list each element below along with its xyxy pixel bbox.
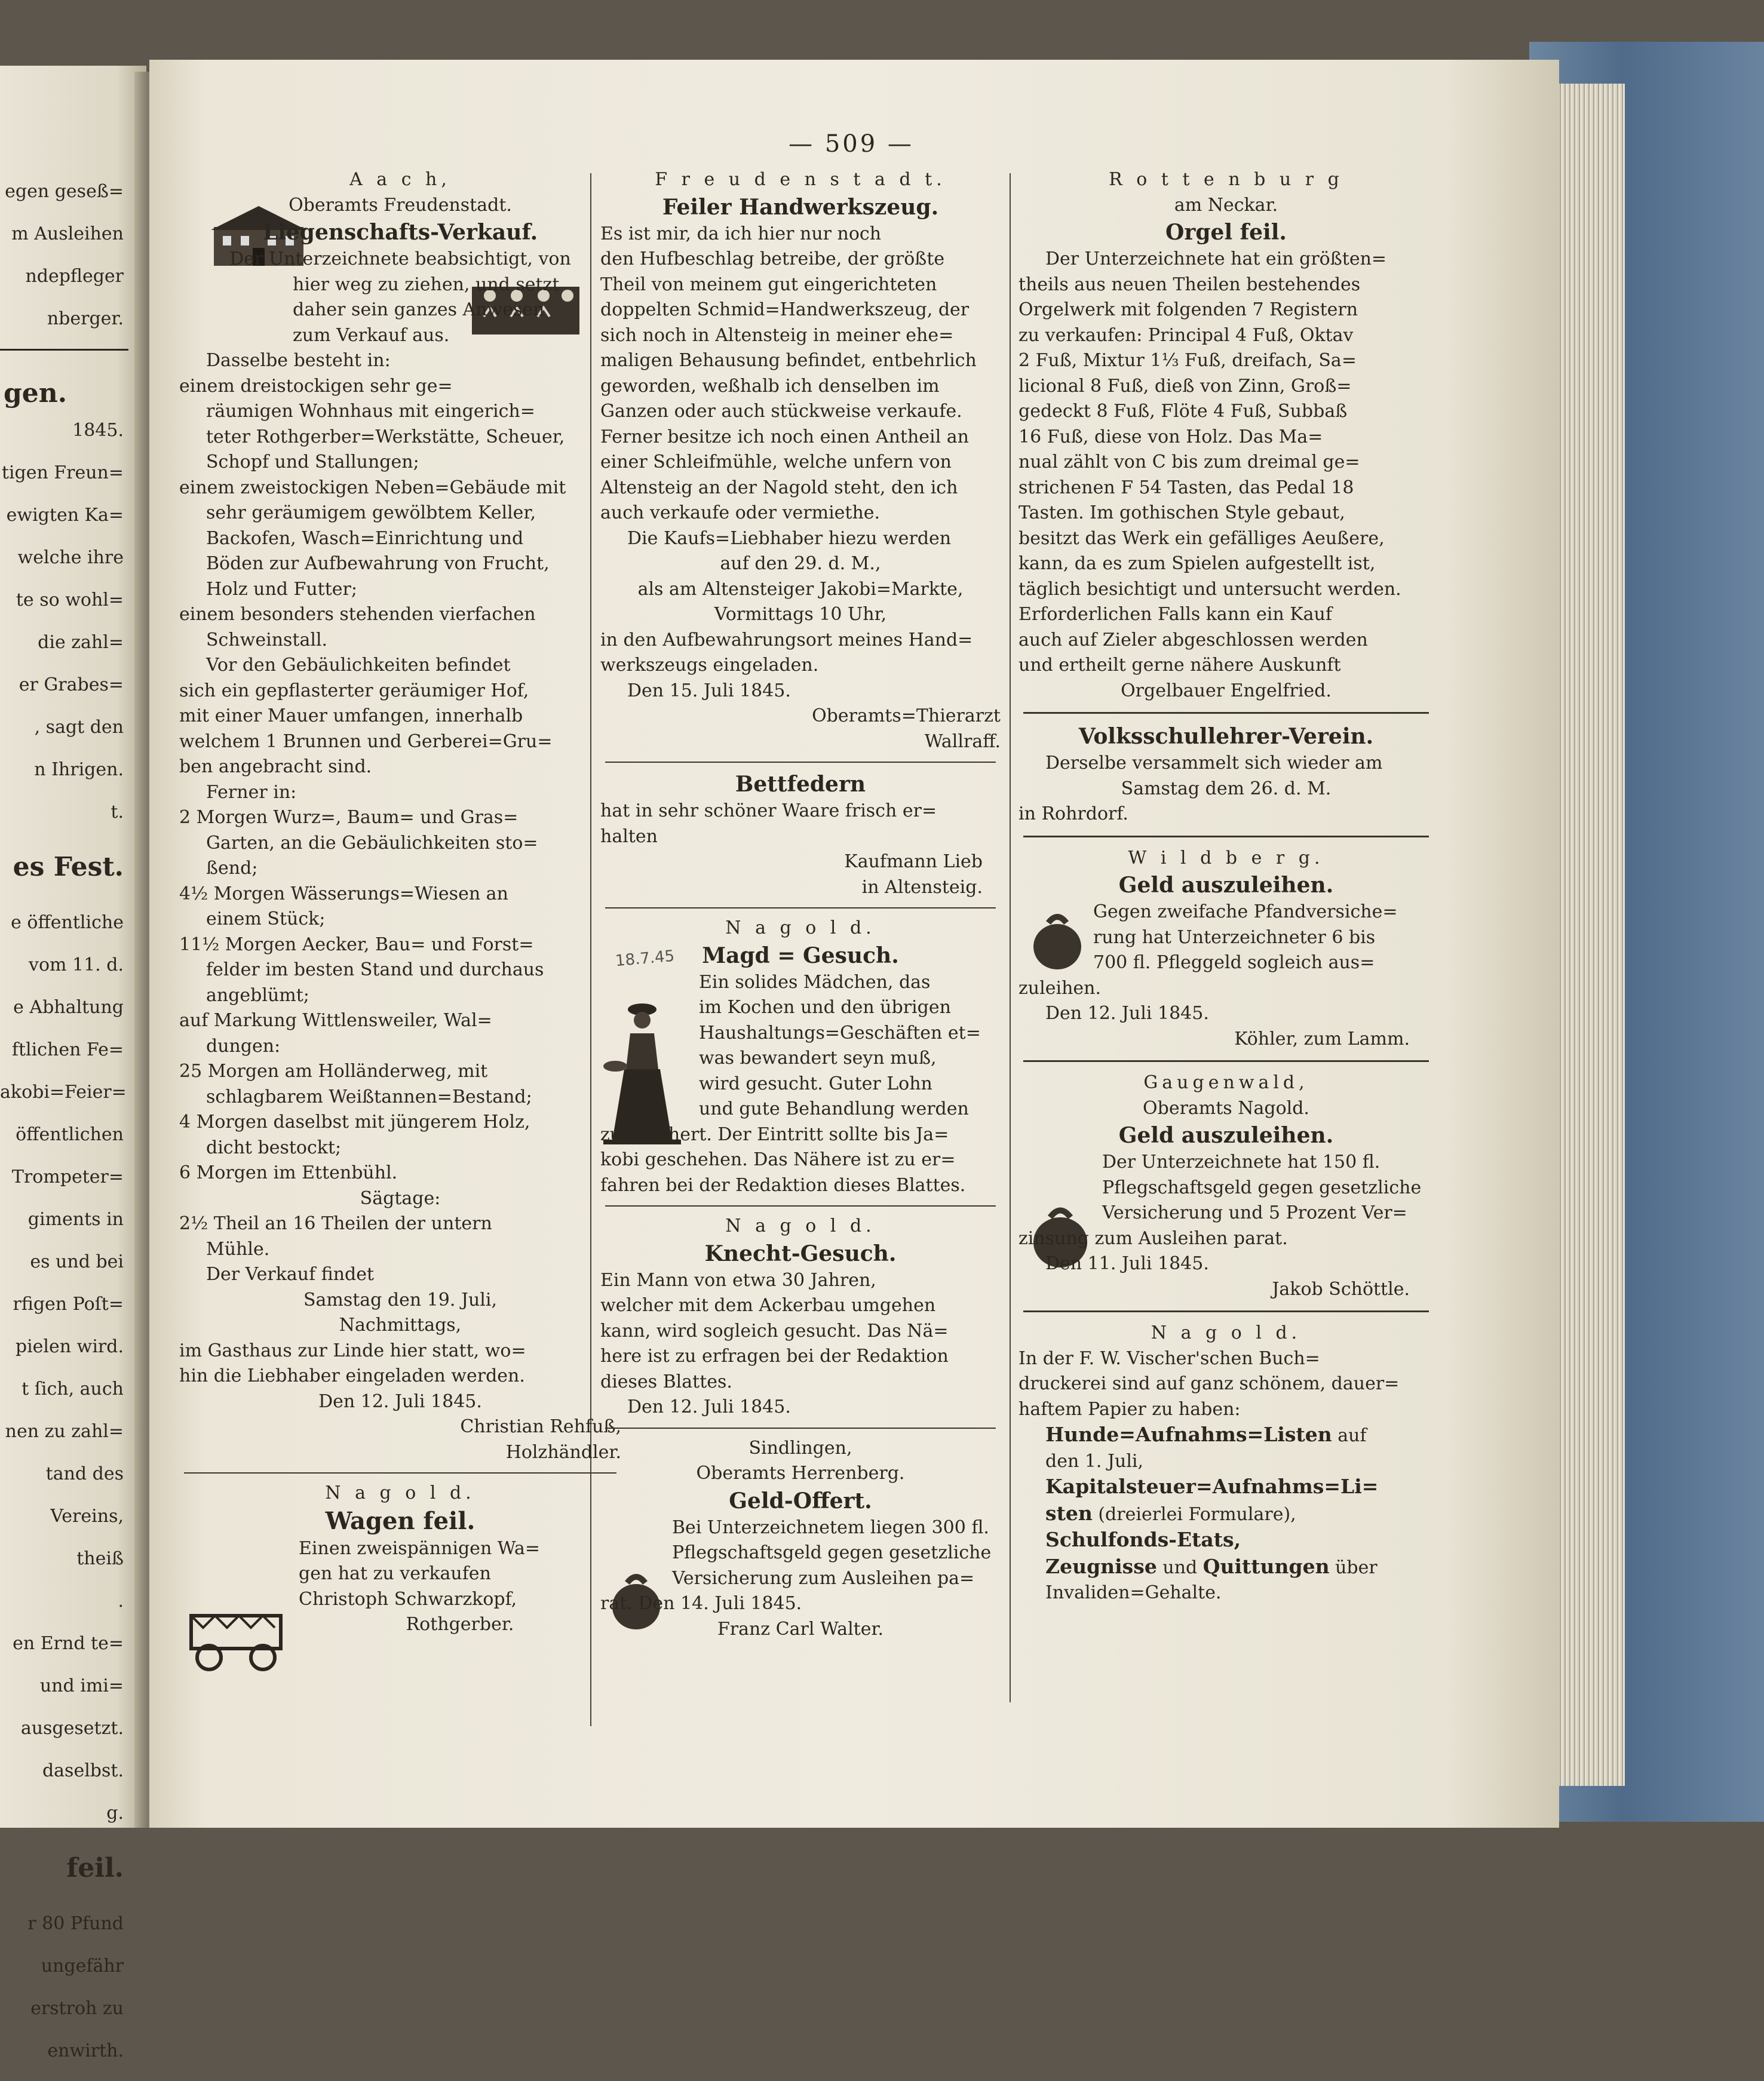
ad-body	[1018, 1150, 1434, 1226]
left-fragment-list	[0, 400, 140, 2081]
ad-text-line: In der F. W. Vischer'schen Buch=	[1018, 1348, 1320, 1369]
ad-text-line: und gute Behandlung werden	[699, 1098, 969, 1119]
ad-place: N a g o l d.	[1151, 1322, 1302, 1343]
frag-line: t.	[111, 802, 124, 822]
left-fragment-top	[0, 161, 140, 437]
frag-line: giments in	[27, 1209, 124, 1230]
frag-line: rfigen Poſt=	[13, 1294, 124, 1315]
frag-line: e öffentliche	[11, 912, 124, 933]
ad-title: Magd = Gesuch.	[702, 943, 899, 968]
ad-text-line: zu verkaufen: Principal 4 Fuß, Oktav	[1018, 324, 1354, 346]
ad-text-line: Den 12. Juli 1845.	[1045, 1003, 1209, 1024]
ad-list-rest: und	[1156, 1557, 1203, 1578]
ad-text-line: Ein solides Mädchen, das	[699, 971, 931, 993]
ad-text-line: Altensteig an der Nagold steht, den ich	[600, 477, 958, 498]
ad-text-line: als am Altensteiger Jakobi=Markte,	[637, 578, 964, 600]
frag-line: n Ihrigen.	[34, 759, 124, 780]
ad-text-line: wird gesucht. Guter Lohn	[699, 1073, 932, 1094]
ad-text-line: ßend;	[206, 858, 258, 879]
ad-text-line: maligen Behausung befindet, entbehrlich	[600, 350, 977, 371]
ad-title: Bettfedern	[735, 772, 866, 797]
ad-text-line: ben angebracht sind.	[179, 756, 372, 777]
ad-title: Geld auszuleihen.	[1118, 1123, 1334, 1148]
ad-place: A a c h,	[349, 169, 451, 190]
frag-line: tigen Freun=	[1, 462, 124, 483]
ad-text-line: zugesichert. Der Eintritt sollte bis Ja=	[600, 1124, 949, 1145]
ad-text-line: Schopf und Stallungen;	[206, 452, 419, 472]
ad-list-item	[1018, 1449, 1434, 1475]
frag-title: gen.	[4, 378, 68, 409]
column-2	[600, 167, 1001, 1642]
ad-text-line: 4½ Morgen Wässerungs=Wiesen an	[179, 883, 508, 904]
ad-text-line: gen hat zu verkaufen	[299, 1563, 491, 1584]
ad-list-bold: Quittungen	[1202, 1554, 1330, 1578]
frag-line: .	[118, 1591, 124, 1612]
ad-text-line: gedeckt 8 Fuß, Flöte 4 Fuß, Subbaß	[1018, 401, 1348, 422]
frag-line: enwirth.	[47, 2040, 124, 2061]
ad-text-line: einem zweistockigen Neben=Gebäude mit	[179, 477, 566, 498]
ad-text-line: Böden zur Aufbewahrung von Frucht,	[206, 553, 550, 574]
ad-title: Orgel feil.	[1165, 220, 1287, 245]
ad-place: Gaugenwald,	[1143, 1072, 1309, 1093]
ad-place: W i l d b e r g.	[1128, 847, 1324, 868]
frag-line: tand des	[45, 1463, 124, 1484]
ad-place: Sindlingen,	[748, 1437, 852, 1459]
column-rule	[1010, 173, 1011, 1702]
frag-line: daselbst.	[42, 1760, 124, 1781]
ad-divider	[1023, 1310, 1429, 1312]
ad-list-item	[1018, 1422, 1434, 1449]
ad-text-line: kann, da es zum Spielen aufgestellt ist,	[1018, 553, 1376, 574]
ad-text-line: 11½ Morgen Aecker, Bau= und Forst=	[179, 934, 534, 955]
ad-text-line: was bewandert seyn muß,	[699, 1048, 937, 1069]
ad-text-line: Oberamts=Thierarzt	[812, 705, 1001, 726]
ad-text-line: 700 fl. Pfleggeld sogleich aus=	[1093, 952, 1375, 973]
ad-signature: Kaufmann Lieb	[844, 851, 983, 872]
ad-body	[600, 1515, 1001, 1592]
ad-text-line: Gegen zweifache Pfandversiche=	[1093, 901, 1398, 922]
ad-title: Volksschullehrer-Verein.	[1078, 724, 1374, 749]
frag-line: , sagt den	[34, 717, 124, 738]
ad-text-line: Versicherung und 5 Prozent Ver=	[1102, 1202, 1407, 1223]
ad-text-line: 4 Morgen daselbst mit jüngerem Holz,	[179, 1112, 530, 1132]
ad-text-line: sich noch in Altensteig in meiner ehe=	[600, 324, 954, 346]
ad-text-line: auch verkaufe oder vermiethe.	[600, 502, 881, 523]
frag-line: es Fest.	[13, 852, 124, 882]
ad-text-line: einem dreistockigen sehr ge=	[179, 375, 453, 397]
handwritten-note: 18.7.45	[614, 947, 676, 971]
ad-body	[600, 222, 1001, 755]
ad-divider	[1023, 836, 1429, 837]
frag-line: er Grabes=	[19, 674, 124, 695]
ad-text-line: Es ist mir, da ich hier nur noch	[600, 223, 882, 244]
frag-line: nberger.	[47, 308, 124, 329]
frag-line: en Ernd te=	[13, 1633, 124, 1654]
ad-place: N a g o l d.	[725, 1216, 876, 1236]
ad-text-line: hat in sehr schöner Waare frisch er=	[600, 800, 937, 821]
ad-text-line: einer Schleifmühle, welche unfern von	[600, 452, 952, 472]
ad-list-bold: sten	[1045, 1501, 1093, 1525]
ad-text-line: dicht bestockt;	[206, 1137, 342, 1158]
ad-text-line: halten	[600, 825, 658, 847]
ad-body	[600, 970, 1001, 1122]
ad-text-line: Holzhändler.	[505, 1441, 621, 1463]
ad-text-line: auch auf Zieler abgeschlossen werden	[1018, 629, 1368, 650]
ad-text-line: 25 Morgen am Holländerweg, mit	[179, 1061, 488, 1082]
ad-signature: Rothgerber.	[406, 1614, 514, 1635]
ad-text-line: Der Unterzeichnete beabsichtigt, von	[229, 248, 571, 269]
ad-text-line: schlagbarem Weißtannen=Bestand;	[206, 1086, 532, 1107]
ad-text-line: fahren bei der Redaktion dieses Blattes.	[600, 1174, 966, 1196]
ad-body	[1018, 247, 1434, 704]
ad-text-line: werkszeugs eingeladen.	[600, 655, 819, 676]
frag-line: t ſich, auch	[22, 1379, 124, 1399]
ad-body	[600, 1268, 1001, 1420]
ad-text-line: Schweinstall.	[206, 629, 328, 650]
ad-text-line: in Rohrdorf.	[1018, 803, 1128, 824]
frag-line: nen zu zahl=	[5, 1421, 124, 1442]
ad-text-line: 16 Fuß, diese von Holz. Das Ma=	[1018, 426, 1323, 447]
ad-text-line: hier weg zu ziehen, und setzt	[293, 274, 560, 295]
ad-title: Geld auszuleihen.	[1118, 873, 1334, 898]
ad-district: Oberamts Herrenberg.	[696, 1463, 905, 1484]
ad-list-item	[1018, 1501, 1434, 1528]
ad-text-line: Die Kaufs=Liebhaber hiezu werden	[627, 527, 952, 549]
ad-district: Oberamts Freudenstadt.	[289, 194, 512, 216]
ad-text-line: Nachmittags,	[339, 1315, 462, 1336]
ad-text-line: Tasten. Im gothischen Style gebaut,	[1018, 502, 1345, 523]
ad-text-line: Den 12. Juli 1845.	[318, 1391, 482, 1412]
ad-text-line: Backofen, Wasch=Einrichtung und	[206, 527, 524, 549]
ad-text-line: Orgelwerk mit folgenden 7 Registern	[1018, 299, 1358, 320]
ad-text-line: Der Unterzeichnete hat 150 fl.	[1102, 1152, 1380, 1173]
frag-line: vom 11. d.	[29, 954, 124, 975]
column-3	[1018, 167, 1434, 1606]
ad-signature: Jakob Schöttle.	[1272, 1278, 1410, 1300]
ad-divider	[1023, 1060, 1429, 1062]
ad-title: Liegenschafts-Verkauf.	[262, 220, 538, 245]
frag-line: 1845.	[72, 420, 124, 441]
ad-list-item	[1018, 1474, 1434, 1501]
frag-line: pielen wird.	[15, 1336, 124, 1357]
ad-text-line: dieses Blattes.	[600, 1371, 732, 1392]
ad-divider	[605, 1205, 996, 1207]
ad-text-line: Vormittags 10 Uhr,	[714, 604, 887, 625]
ad-list-bold: Kapitalsteuer=Aufnahms=Li=	[1045, 1475, 1379, 1498]
ad-text-line: Ganzen oder auch stückweise verkaufe.	[600, 401, 962, 422]
ad-text-line: Den 11. Juli 1845.	[1045, 1253, 1209, 1274]
ad-text-line: here ist zu erfragen bei der Redaktion	[600, 1346, 949, 1367]
ad-title: Knecht-Gesuch.	[704, 1241, 897, 1266]
ad-text-line: licional 8 Fuß, dieß von Zinn, Groß=	[1018, 375, 1352, 397]
frag-line: ausgesetzt.	[20, 1718, 124, 1739]
ad-text-line: welcher mit dem Ackerbau umgehen	[600, 1295, 936, 1316]
ad-list-bold: Zeugnisse	[1045, 1554, 1157, 1578]
ad-text-line: Orgelbauer Engelfried.	[1121, 680, 1332, 701]
ad-place: N a g o l d.	[725, 917, 876, 938]
ad-text-line: theils aus neuen Theilen bestehendes	[1018, 274, 1361, 295]
ad-list-rest: auf	[1332, 1425, 1367, 1446]
ad-body	[179, 348, 621, 1465]
frag-line: ewigten Ka=	[6, 505, 124, 526]
ad-text-line: zum Verkauf aus.	[293, 324, 450, 346]
ad-text-line: im Gasthaus zur Linde hier statt, wo=	[179, 1340, 526, 1361]
ad-place: N a g o l d.	[325, 1483, 475, 1503]
ad-text-line: Der Verkauf findet	[206, 1264, 375, 1285]
ad-text-line: Theil von meinem gut eingerichteten	[600, 274, 937, 295]
frag-line: feil.	[66, 1853, 124, 1883]
ad-text-line: in den Aufbewahrungsort meines Hand=	[600, 629, 973, 650]
ad-text-line: Haushaltungs=Geschäften et=	[699, 1022, 981, 1043]
ad-title: Feiler Handwerkszeug.	[662, 194, 939, 220]
ad-list-bold: Schulfonds-Etats,	[1045, 1528, 1241, 1551]
ad-text-line: Ferner in:	[206, 781, 297, 803]
ad-divider	[605, 1428, 996, 1429]
frag-rule	[0, 349, 128, 351]
ad-text-line: Pflegschaftsgeld gegen gesetzliche	[672, 1542, 992, 1563]
frag-line: egen geseß=	[5, 181, 124, 202]
ad-text-line: Wallraff.	[924, 731, 1001, 752]
ad-text-line: Vor den Gebäulichkeiten befindet	[206, 655, 511, 676]
ad-text-line: sehr geräumigem gewölbtem Keller,	[206, 502, 536, 523]
ad-text-line: felder im besten Stand und durchaus	[206, 959, 544, 980]
ad-text-line: Pflegschaftsgeld gegen gesetzliche	[1102, 1177, 1422, 1198]
ad-text-line: mit einer Mauer umfangen, innerhalb	[179, 705, 523, 726]
ad-divider	[184, 1472, 616, 1474]
frag-line: Vereins,	[50, 1506, 124, 1527]
ad-text-line: teter Rothgerber=Werkstätte, Scheuer,	[206, 426, 565, 447]
ad-text-line: besitzt das Werk ein gefälliges Aeußere,	[1018, 527, 1385, 549]
ad-signature: in Altensteig.	[861, 876, 983, 898]
ad-title: Wagen feil.	[325, 1506, 475, 1535]
ad-text-line: doppelten Schmid=Handwerkszeug, der	[600, 299, 970, 320]
frag-line: die zahl=	[38, 632, 124, 653]
ad-text-line: Garten, an die Gebäulichkeiten sto=	[206, 832, 538, 854]
ad-text-line: Ferner besitze ich noch einen Antheil an	[600, 426, 969, 447]
ad-text-line: zuleihen.	[1018, 977, 1102, 999]
frag-line: und imi=	[39, 1675, 124, 1696]
ad-list-item	[1018, 1554, 1434, 1581]
ad-text-line: Bei Unterzeichnetem liegen 300 fl.	[672, 1517, 989, 1538]
ad-text-line: angeblümt;	[206, 984, 309, 1006]
ad-text-line: sich ein gepflasterter geräumiger Hof,	[179, 680, 529, 701]
ad-divider	[1023, 712, 1429, 714]
ad-list-rest: den 1. Juli,	[1045, 1450, 1144, 1472]
ad-text-line: Samstag den 19. Juli,	[303, 1289, 498, 1310]
right-page	[149, 60, 1559, 1828]
ad-text-line: Christian Rehfuß,	[460, 1416, 621, 1437]
ad-text-line: daher sein ganzes Anwesen	[293, 299, 545, 320]
ad-title: Geld-Offert.	[729, 1488, 872, 1514]
ad-signature: Franz Carl Walter.	[717, 1618, 884, 1640]
ad-text-line: dungen:	[206, 1035, 281, 1057]
ad-text-line: hin die Liebhaber eingeladen werden.	[179, 1365, 525, 1386]
ad-list-item	[1018, 1527, 1434, 1554]
frag-line: öffentlichen	[16, 1124, 124, 1145]
ad-text-line: Den 12. Juli 1845.	[627, 1396, 791, 1417]
frag-line: te so wohl=	[16, 590, 124, 610]
ad-text-line: im Kochen und den übrigen	[699, 997, 951, 1018]
frag-line: erstroh zu	[30, 1998, 124, 2019]
frag-line: akobi=Feier=	[0, 1082, 127, 1103]
ad-place: R o t t e n b u r g	[1109, 169, 1343, 190]
ad-text-line: den Hufbeschlag betreibe, der größte	[600, 248, 945, 269]
ad-body	[179, 1536, 621, 1638]
ad-text-line: täglich besichtigt und untersucht werden.	[1018, 578, 1401, 600]
ad-list-rest: Invaliden=Gehalte.	[1045, 1582, 1222, 1603]
left-page	[0, 66, 146, 2061]
ad-text-line: rung hat Unterzeichneter 6 bis	[1093, 926, 1376, 948]
frag-line: es und bei	[30, 1251, 124, 1272]
page-number: — 509 —	[789, 130, 914, 158]
ad-district: am Neckar.	[1174, 194, 1278, 216]
ad-list-rest: über	[1329, 1557, 1378, 1578]
ad-body	[1018, 900, 1434, 976]
frag-line: ndepfleger	[25, 266, 124, 287]
frag-line: theiß	[76, 1548, 124, 1569]
ad-text-line: nual zählt von C bis zum dreimal ge=	[1018, 452, 1360, 472]
ad-text-line: Mühle.	[206, 1238, 270, 1260]
ad-text-line: 2 Fuß, Mixtur 1⅓ Fuß, dreifach, Sa=	[1018, 350, 1357, 371]
ad-text-line: Christoph Schwarzkopf,	[299, 1588, 517, 1610]
ad-text-line: einem Stück;	[206, 908, 326, 929]
ad-text-line: Sägtage:	[360, 1187, 441, 1209]
ad-text-line: Einen zweispännigen Wa=	[299, 1537, 541, 1559]
ad-text-line: Der Unterzeichnete hat ein größten=	[1045, 248, 1387, 269]
frag-line: r 80 Pfund	[27, 1913, 124, 1934]
ad-text-line: Dasselbe besteht in:	[206, 350, 391, 371]
ad-text-line: Erforderlichen Falls kann ein Kauf	[1018, 604, 1332, 625]
ad-text-line: und ertheilt gerne nähere Auskunft	[1018, 655, 1341, 676]
frag-line: ungefähr	[41, 1956, 124, 1976]
ad-text-line: kobi geschehen. Das Nähere ist zu er=	[600, 1149, 956, 1170]
ad-text-line: Samstag dem 26. d. M.	[1121, 778, 1332, 799]
ad-list-item	[1018, 1580, 1434, 1606]
ad-signature: Köhler, zum Lamm.	[1234, 1028, 1410, 1049]
ad-text-line: Holz und Futter;	[206, 578, 357, 600]
ad-text-line: 6 Morgen im Ettenbühl.	[179, 1162, 398, 1183]
ad-text-line: Versicherung zum Ausleihen pa=	[672, 1567, 975, 1589]
ad-text-line: 2 Morgen Wurz=, Baum= und Gras=	[179, 807, 519, 828]
ad-text-line: zinsung zum Ausleihen parat.	[1018, 1227, 1288, 1249]
ad-list-rest: (dreierlei Formulare),	[1092, 1503, 1296, 1525]
ad-district: Oberamts Nagold.	[1143, 1097, 1309, 1119]
column-1	[179, 167, 621, 1638]
frag-line: Trompeter=	[11, 1167, 124, 1187]
frag-line: m Ausleihen	[11, 223, 124, 244]
ad-text-line: geworden, weßhalb ich denselben im	[600, 375, 940, 397]
ad-text-line: einem besonders stehenden vierfachen	[179, 604, 536, 625]
ad-place: F r e u d e n s t a d t.	[655, 169, 946, 190]
ad-list-bold: Hunde=Aufnahms=Listen	[1045, 1423, 1332, 1446]
ad-text-line: auf den 29. d. M.,	[720, 553, 881, 574]
ad-text-line: kann, wird sogleich gesucht. Das Nä=	[600, 1320, 949, 1342]
frag-line: ftlichen Fe=	[11, 1039, 124, 1060]
ad-text-line: welchem 1 Brunnen und Gerberei=Gru=	[179, 731, 553, 752]
frag-line: e Abhaltung	[13, 997, 124, 1018]
ad-text-line: räumigen Wohnhaus mit eingerich=	[206, 401, 535, 422]
ad-text-line: druckerei sind auf ganz schönem, dauer=	[1018, 1373, 1400, 1394]
ad-text-line: Den 15. Juli 1845.	[627, 680, 791, 701]
ad-text-line: Derselbe versammelt sich wieder am	[1045, 753, 1383, 774]
ad-divider	[605, 907, 996, 908]
ad-text-line: rat. Den 14. Juli 1845.	[600, 1593, 802, 1614]
ad-divider	[605, 762, 996, 763]
frag-line: g.	[106, 1803, 124, 1824]
ad-text-line: haftem Papier zu haben:	[1018, 1398, 1241, 1420]
ad-text-line: Ein Mann von etwa 30 Jahren,	[600, 1269, 876, 1291]
page-edges	[1553, 84, 1625, 1786]
frag-line: welche ihre	[17, 547, 124, 568]
ad-text-line: strichenen F 54 Tasten, das Pedal 18	[1018, 477, 1354, 498]
ad-text-line: 2½ Theil an 16 Theilen der untern	[179, 1213, 492, 1234]
ad-text-line: auf Markung Wittlensweiler, Wal=	[179, 1010, 492, 1031]
